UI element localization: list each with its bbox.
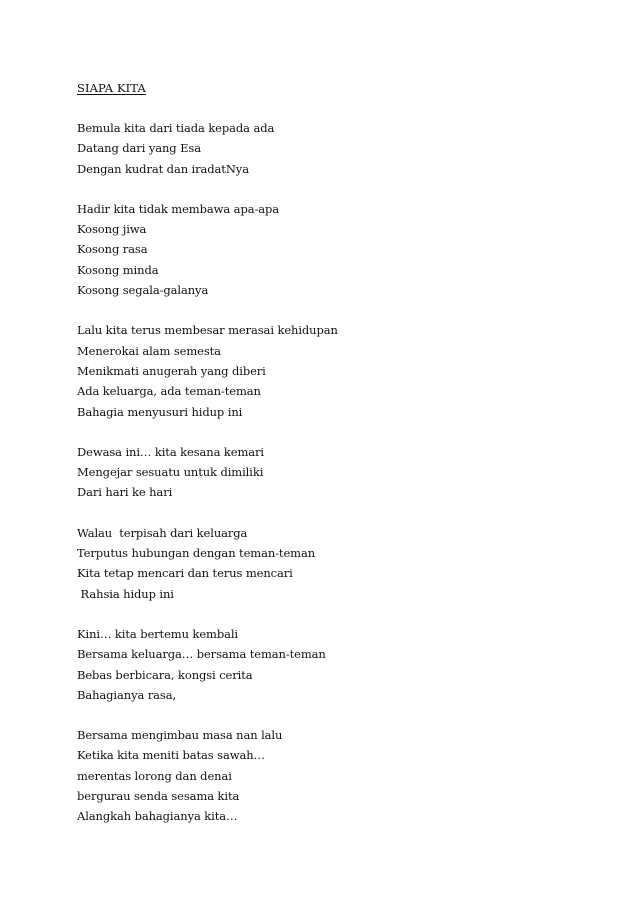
poem-line: Kosong rasa — [77, 242, 148, 257]
poem-line: Bersama mengimbau masa nan lalu — [77, 728, 283, 743]
poem-line: Kini… kita bertemu kembali — [77, 626, 239, 641]
poem-line: Kosong jiwa — [77, 222, 147, 237]
poem-line: Mengejar sesuatu untuk dimiliki — [77, 465, 264, 480]
poem-line: Dari hari ke hari — [77, 485, 173, 500]
poem-line: Lalu kita terus membesar merasai kehidupan — [77, 323, 338, 338]
stanza-1 — [77, 118, 597, 179]
poem-line: Menerokai alam semesta — [77, 343, 221, 358]
poem-line: bergurau senda sesama kita — [77, 789, 240, 804]
poem-line: Hadir kita tidak membawa apa-apa — [77, 201, 280, 216]
poem-line: Bemula kita dari tiada kepada ada — [77, 121, 275, 135]
poem-line: Alangkah bahagianya kita… — [77, 809, 238, 824]
poem-line: Ada keluarga, ada teman-teman — [77, 384, 261, 399]
poem-line: Kosong segala-galanya — [77, 283, 209, 298]
poem — [77, 78, 597, 827]
poem-line: Dewasa ini… kita kesana kemari — [77, 444, 264, 459]
poem-line: Kosong minda — [77, 262, 159, 277]
stanza-5 — [77, 523, 597, 604]
stanza-6 — [77, 624, 597, 705]
stanza-4 — [77, 442, 597, 503]
stanza-3 — [77, 320, 597, 421]
poem-line: Terputus hubungan dengan teman-teman — [77, 546, 316, 561]
stanza-2 — [77, 199, 597, 300]
poem-line: Dengan kudrat dan iradatNya — [77, 161, 249, 176]
poem-line: Kita tetap mencari dan terus mencari — [77, 566, 293, 581]
poem-line: Bahagia menyusuri hidup ini — [77, 404, 243, 419]
poem-line: Bersama keluarga… bersama teman-teman — [77, 647, 326, 662]
poem-line: Bahagianya rasa, — [77, 687, 177, 702]
poem-title: SIAPA KITA — [77, 81, 146, 95]
poem-line: Menikmati anugerah yang diberi — [77, 363, 266, 378]
poem-line: Bebas berbicara, kongsi cerita — [77, 667, 253, 682]
poem-line: merentas lorong dan denai — [77, 768, 232, 783]
poem-line: Ketika kita meniti batas sawah… — [77, 748, 265, 763]
poem-line: Walau terpisah dari keluarga — [77, 525, 248, 540]
poem-line: Rahsia hidup ini — [77, 586, 174, 601]
poem-line: Datang dari yang Esa — [77, 141, 201, 156]
stanza-7 — [77, 725, 597, 826]
